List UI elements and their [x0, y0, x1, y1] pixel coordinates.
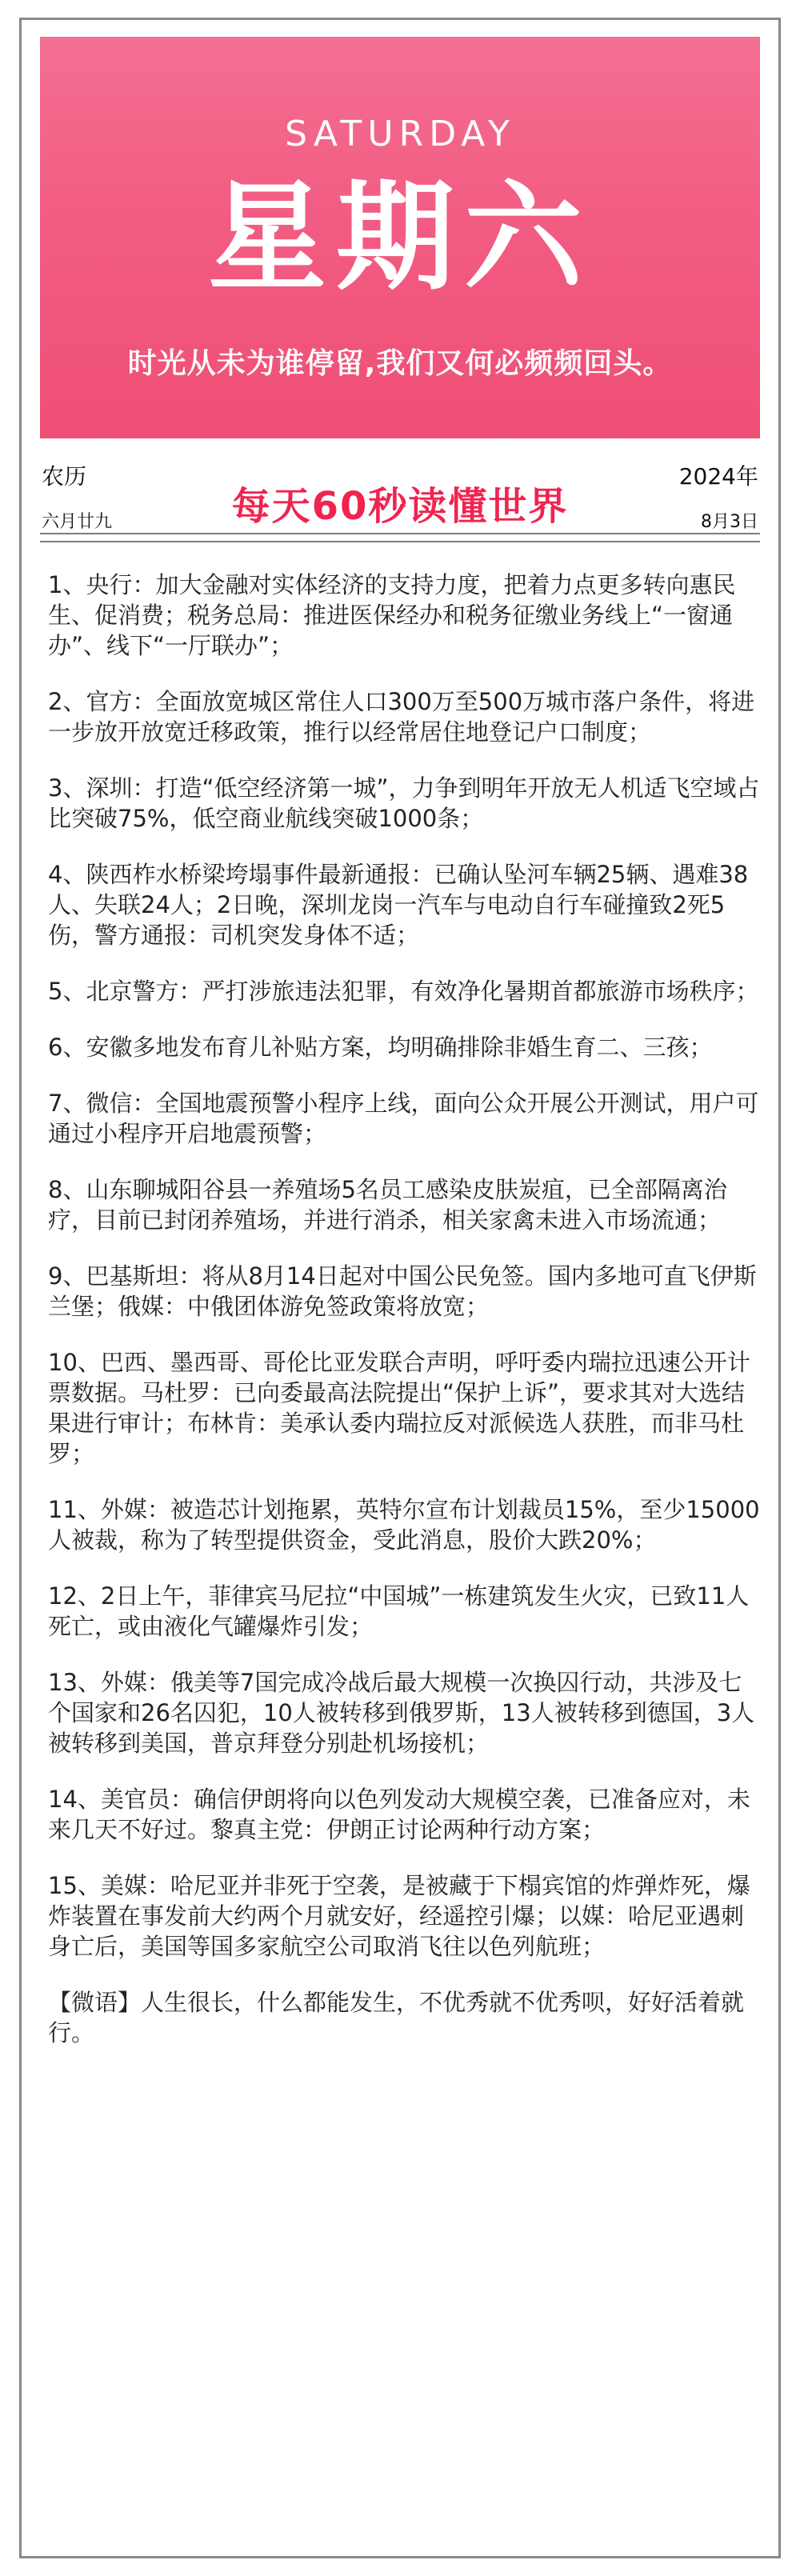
news-item: 8、山东聊城阳谷县一养殖场5名员工感染皮肤炭疽，已全部隔离治疗，目前已封闭养殖场，并进行消杀，相关家禽未进入市场流通； [48, 1176, 727, 1234]
news-item: 10、巴西、墨西哥、哥伦比亚发联合声明，呼吁委内瑞拉迅速公开计票数据。马杜罗：已向委最高法院提出“保护上诉”，要求其对大选结果进行审计；布林肯：美承认委内瑞拉反对派候选人获胜，而非马杜罗； [48, 1349, 750, 1467]
news-item: 11、外媒：被造芯计划拖累，英特尔宣布计划裁员15%，至少15000人被裁，称为了转型提供资金，受此消息，股价大跌20%； [48, 1496, 760, 1554]
lunar-label: 农历 [42, 463, 87, 490]
news-item: 4、陕西柞水桥梁垮塌事件最新通报：已确认坠河车辆25辆、遇难38人、失联24人；2日晚，深圳龙岗一汽车与电动自行车碰撞致2死5伤，警方通报：司机突发身体不适； [48, 861, 749, 949]
lunar-date: 六月廿九 [42, 512, 113, 532]
gregorian-date-block [679, 462, 758, 534]
divider [40, 541, 760, 542]
news-item: 14、美官员：确信伊朗将向以色列发动大规模空袭，已准备应对，未来几天不好过。黎真主党：伊朗正讨论两种行动方案； [48, 1786, 750, 1843]
news-item: 7、微信：全国地震预警小程序上线，面向公众开展公开测试，用户可通过小程序开启地震预警； [48, 1090, 759, 1147]
header-banner [40, 37, 760, 438]
news-item: 6、安徽多地发布育儿补贴方案，均明确排除非婚生育二、三孩； [48, 1034, 713, 1061]
month-day: 8月3日 [701, 512, 758, 532]
news-item: 12、2日上午，菲律宾马尼拉“中国城”一栋建筑发生火灾，已致11人死亡，或由液化气罐爆炸引发； [48, 1582, 750, 1640]
year: 2024年 [678, 463, 758, 490]
daily-quote: 【微语】人生很长，什么都能发生，不优秀就不优秀呗，好好活着就行。 [48, 1989, 745, 2046]
weekday-english: SATURDAY [285, 114, 515, 154]
news-item: 5、北京警方：严打涉旅违法犯罪，有效净化暑期首都旅游市场秩序； [48, 978, 759, 1005]
news-item: 2、官方：全面放宽城区常住人口300万至500万城市落户条件，将进一步放开放宽迁移政策，推行以经常居住地登记户口制度； [48, 688, 755, 746]
banner-motto: 时光从未为谁停留,我们又何必频频回头。 [127, 347, 673, 380]
news-list [48, 570, 760, 2074]
news-item: 9、巴基斯坦：将从8月14日起对中国公民免签。国内多地可直飞伊斯兰堡；俄媒：中俄团体游免签政策将放宽； [48, 1262, 757, 1320]
news-item: 15、美媒：哈尼亚并非死于空袭，是被藏于下榻宾馆的炸弹炸死，爆炸装置在事发前大约两个月就安好，经遥控引爆；以媒：哈尼亚遇刺身亡后，美国等国多家航空公司取消飞往以色列航班； [48, 1872, 750, 1960]
news-item: 1、央行：加大金融对实体经济的支持力度，把着力点更多转向惠民生、促消费；税务总局：推进医保经办和税务征缴业务线上“一窗通办”、线下“一厅联办”； [48, 571, 736, 659]
news-item: 13、外媒：俄美等7国完成冷战后最大规模一次换囚行动，共涉及七个国家和26名囚犯，10人被转移到俄罗斯，13人被转移到德国，3人被转移到美国，普京拜登分别赴机场接机； [48, 1669, 755, 1757]
page-title: 每天60秒读懂世界 [231, 484, 569, 529]
divider [40, 533, 760, 534]
weekday-chinese: 星期六 [208, 169, 592, 306]
news-item: 3、深圳：打造“低空经济第一城”，力争到明年开放无人机适飞空域占比突破75%，低空商业航线突破1000条； [48, 774, 760, 832]
